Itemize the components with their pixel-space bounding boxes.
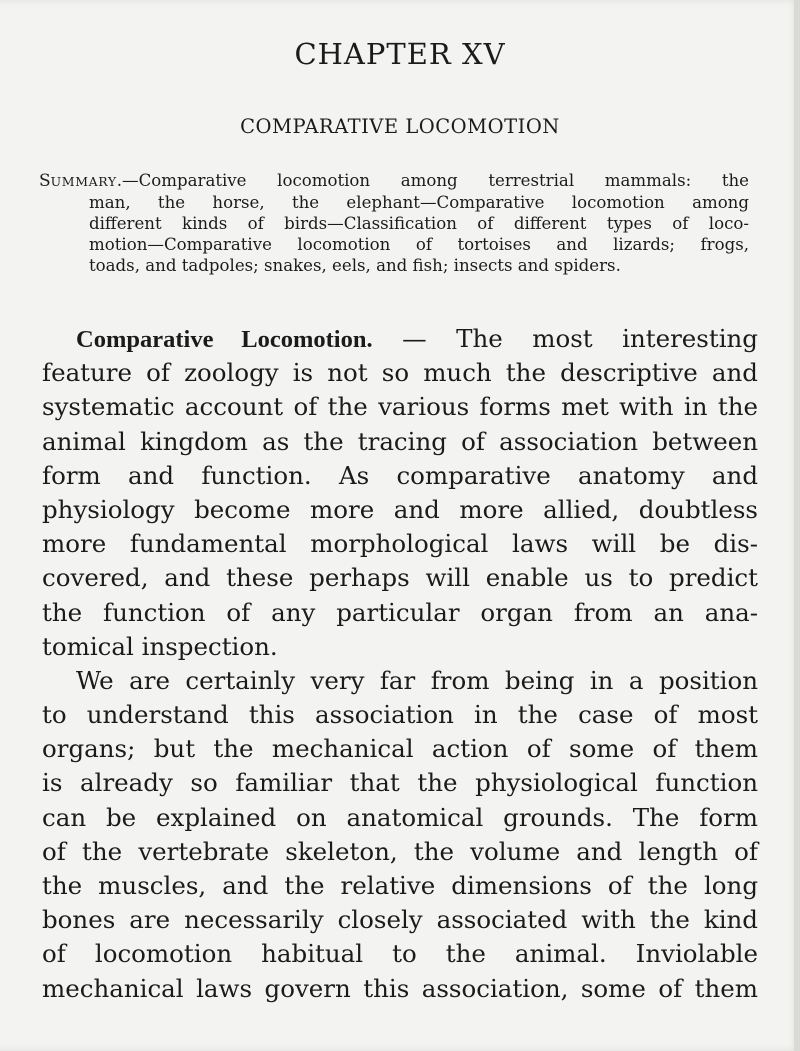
summary-line: motion—Comparative locomotion of tortoises and lizards; frogs, xyxy=(89,235,749,254)
summary-line: different kinds of birds—Classification of different types of loco- xyxy=(89,214,749,233)
summary-line xyxy=(39,170,749,192)
paragraph-line: systematic account of the various forms met with in the xyxy=(42,392,758,422)
chapter-summary xyxy=(39,170,749,276)
paragraph-line: mechanical laws govern this association, some of them xyxy=(42,973,758,1003)
summary-line: toads, and tadpoles; snakes, eels, and fish; insects and spiders. xyxy=(89,256,621,275)
paragraph-line: covered, and these perhaps will enable us to predict xyxy=(42,563,758,593)
paragraph-line: feature of zoology is not so much the descriptive and xyxy=(42,358,758,388)
paragraph-line: organs; but the mechanical action of some of them xyxy=(42,734,758,764)
paragraph-line: animal kingdom as the tracing of association between xyxy=(42,426,758,456)
paragraph-line: the muscles, and the relative dimensions of the long xyxy=(42,871,758,900)
paragraph-line: of locomotion habitual to the animal. Inviolable xyxy=(42,939,758,969)
summary-label-rest: UMMARY xyxy=(50,174,117,189)
body-text xyxy=(42,322,758,1006)
paragraph-line-text: — The most interesting xyxy=(372,324,758,353)
paragraph-line: is already so familiar that the physiological function xyxy=(42,768,758,798)
paragraph-heading: Comparative Locomotion. xyxy=(76,326,373,353)
summary-line-text: .—Comparative locomotion among terrestrial mammals: the xyxy=(116,171,749,190)
page-edge xyxy=(794,0,800,1051)
paragraph-line: bones are necessarily closely associated with the kind xyxy=(42,905,758,935)
paragraph-line: more fundamental morphological laws will be dis- xyxy=(42,529,758,559)
paragraph-line: can be explained on anatomical grounds. The form xyxy=(42,802,758,832)
chapter-title: CHAPTER XV xyxy=(294,37,506,71)
summary-line: man, the horse, the elephant—Comparative locomotion among xyxy=(89,193,749,212)
paragraph-line: form and function. As comparative anatomy and xyxy=(42,460,758,490)
paragraph-line: We are certainly very far from being in a position xyxy=(76,665,758,695)
section-title: COMPARATIVE LOCOMOTION xyxy=(240,115,560,138)
paragraph-line xyxy=(42,322,758,356)
summary-label-initial: S xyxy=(39,171,51,191)
paragraph-line: to understand this association in the case of most xyxy=(42,700,758,730)
paragraph-line: tomical inspection. xyxy=(42,631,278,661)
paragraph-line: of the vertebrate skeleton, the volume and length of xyxy=(42,836,758,866)
paragraph-line: the function of any particular organ from an ana- xyxy=(42,597,758,627)
paragraph-line: physiology become more and more allied, doubtless xyxy=(42,494,758,524)
